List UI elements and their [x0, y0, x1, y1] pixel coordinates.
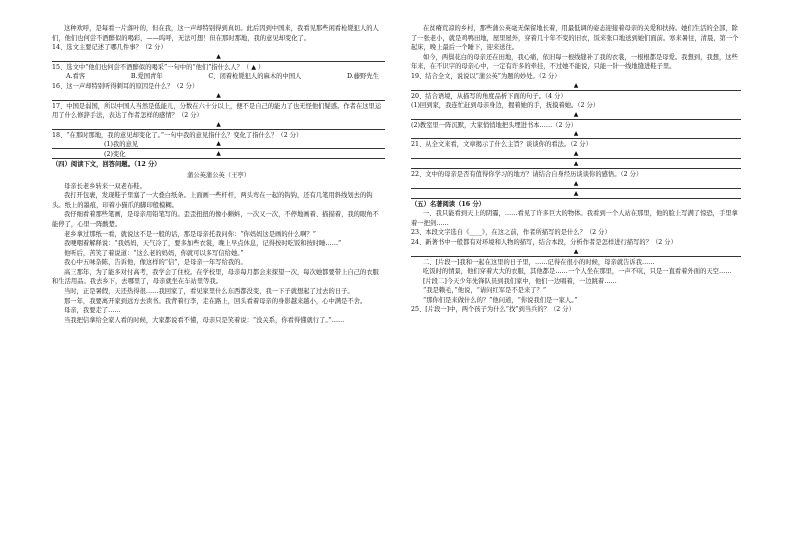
triangle-icon: ▲: [216, 140, 221, 148]
question-18: 18、“在那时那地，我的意见却变化了。”一句中我的意见指什么？变化了指什么？（2 分）: [52, 131, 303, 139]
article-paragraph: 我心中五味杂陈，告诉他，像这样的“信”，是母亲一年写给我的。: [64, 259, 247, 267]
question-20-part-1: (1)回到家，我连忙赶到母亲身边，握着她的手，抚摸着她。（2 分）: [411, 102, 600, 110]
triangle-icon: ▲: [573, 110, 579, 118]
article-title: 蒲公英蒲公英（王亭）: [187, 171, 250, 179]
option-b[interactable]: B.爱国青年: [130, 73, 163, 81]
article-paragraph: 我仔细看着那些笔画，是母亲用铅笔写的。歪歪扭扭的像小蝌蚪，一次又一次，不停地画着、描描着，我的眼角不能停了，心里一阵酸楚。: [52, 211, 379, 228]
triangle-icon: ▲: [573, 179, 579, 187]
question-16: 16、这一声却特别听得刺耳的原因是什么？（2 分）: [52, 82, 199, 90]
triangle-icon: ▲: [573, 247, 579, 255]
question-24: 24、新著书中一般都有对环境和人物的描写，结合本段，分析作者是怎样进行描写的？（2 分）: [411, 238, 677, 246]
article-paragraph: 如今，两鬓花白的母亲还在田地，我心痛，依旧每一根线缝补了我的衣裳，一根根都是母爱。我想到，我想，这些年来，在不识字的母亲心中，一定有许多的牵挂，不过她不能说，只能一针一线地缝进鞋子里。: [411, 53, 738, 71]
excerpt-paragraph: 二、[片段一]我和一起在这里的日子里，……记得在很小的时候，母亲就告诉我……: [423, 258, 655, 266]
article-paragraph: 在贫瘠荒凉的乡村，那些蒲公英毫无保留地长着，用最低调的姿态迎接着母亲的关爱和扶持。她们生活的全部，除了一张老小，就是鸡鸭田地，屋里屋外，穿着几十年不变的旧衣，饭来张口地送到她们面前。寒来暑往，清晨，第一个起床，晚上最后一个睡下，迎来送往。: [411, 25, 739, 52]
triangle-icon: ▲: [216, 150, 221, 158]
question-19: 19、结合全文，说说以“蒲公英”为题的妙处。（2 分）: [411, 72, 561, 80]
article-paragraph: 他听后，苦笑了着说道：“这么老的妈妈，你就可以多写信给她。”: [64, 249, 244, 257]
triangle-icon: ▲: [573, 130, 579, 138]
excerpt-paragraph: 一、我只能看到天上的阴霾，……看见了许多巨大的物体。我看到一个人站在那里，他的脸上写满了惊恐，手里拿着一把剑……: [411, 210, 738, 227]
article-paragraph: 我哽咽着解释说：“我妈妈，天气冷了，要多加些衣裳，晚上早点休息，记得按时吃饭和按时睡……”: [64, 240, 342, 248]
triangle-icon: ▲: [216, 91, 221, 99]
question-22: 22、文中的母亲是否有值得你学习的地方？请结合自身经历谈谈你的感悟。（2 分）: [411, 170, 643, 178]
triangle-icon: ▲: [216, 120, 221, 128]
excerpt-paragraph: “那你们是来做什么的？”他问道，“你说我们是一家人。”: [423, 296, 578, 304]
article-paragraph: 我打开包裹，发现鞋子里塞了一大叠白纸条。上面画一些杆杆，两头弯在一起的钩钩，还有几笔用斜线划去的钩头。纸上的墨痕，印着小猫爪的脚印般模糊。: [52, 192, 373, 209]
article-paragraph: 老乡拿过那纸一看，就说这不是一般的话，那是母亲托我问你：“你妈妈这是画的什么啊？”: [64, 230, 317, 238]
article-paragraph: 母亲，我要走了……: [64, 307, 121, 315]
question-14: 14、选文主要记述了哪几件事？（2 分）: [52, 44, 167, 52]
option-d[interactable]: D.藤野先生: [346, 73, 379, 81]
triangle-icon: ▲: [573, 159, 579, 167]
question-23: 23、本段文字选自《____》，在这之前，作者所描写的是什么？（2 分）: [411, 229, 611, 237]
article-paragraph: 当时，正是暑假，天还热得很……我回家了，看见家里什么东西都没变，我一下子就想起了过去的日子。: [64, 288, 354, 296]
question-20-part-2: (2)教室里一阵沉默，大家悄悄地把头埋进书本……（2 分）: [411, 121, 578, 129]
answer-line-2[interactable]: [52, 150, 385, 159]
article-paragraph: 母亲长老乡转来一双老布鞋。: [64, 182, 146, 190]
answer-line[interactable]: [411, 190, 741, 199]
answer-line[interactable]: [411, 130, 741, 139]
article-paragraph: 那一年，我要离开家到远方去读书。我背着行李，走在路上，回头看着母亲的身影越来越小，心中满是不舍。: [64, 297, 367, 305]
section-4-heading: （四）阅读下文，回答问题。（12 分）: [52, 161, 161, 169]
excerpt-paragraph: 吃饭时的情景，他们穿着大大的衣服，其他都是……一个人坐在那里，一声不吭，只是一直看着外面的天空……: [423, 268, 732, 276]
answer-line[interactable]: [411, 111, 741, 120]
question-15: 15、选文中“他们也何尝不酒醉似的喝采”一句中的“他们”指什么人？（ ▲ ）: [52, 63, 265, 71]
section-5-heading: （五）名著阅读（16 分）: [411, 200, 485, 208]
excerpt-paragraph: “我是赖毛，”他说，“请问红军是不是来了？”: [423, 287, 547, 295]
answer-label: (2)变化: [104, 150, 126, 158]
answer-line[interactable]: [411, 150, 741, 159]
question-25: 25、[片段一]中，两个孩子为什么“找”到当兵的？（2 分）: [411, 306, 575, 314]
triangle-icon: ▲: [216, 52, 221, 60]
answer-line[interactable]: [52, 121, 385, 130]
article-paragraph: 高三那年，为了能多对付高考，我学会了住校。在学校里，母亲每月都会来探望一次，每次她都要带上自己的衣服和生活用品。我去乡下，去哪里了，母亲就坐在车站里等我。: [52, 268, 379, 286]
triangle-icon: ▲: [573, 189, 579, 197]
question-15-options: [52, 72, 385, 82]
answer-line[interactable]: [52, 53, 385, 62]
triangle-icon: ▲: [573, 81, 579, 89]
excerpt-paragraph: [片段二]今天少年先锋队员到我们家中，他们一边唱着，一边跳着……: [423, 277, 617, 285]
triangle-icon: ▲: [573, 149, 579, 157]
answer-line[interactable]: [411, 82, 741, 91]
answer-line[interactable]: [411, 180, 741, 189]
question-20: 20、结合语境，从描写的角度品析下面的句子。（4 分）: [411, 92, 567, 100]
right-column: [411, 24, 741, 315]
answer-line[interactable]: [52, 92, 385, 101]
question-17: 17、中国是弱国，所以中国人当然是低能儿，分数在六十分以上，便不是自己的能力了也无怪他们疑惑。作者在这里运用了什么修辞手法，表达了作者怎样的感情？（2 分）: [52, 102, 382, 120]
passage-paragraph: 这种欢呼，是每看一片落叶的，但在我，这一声却特别得到真切。此后因到中国来，我看见那些闲看枪毙犯人的人们，他们也何尝不酒醉似的喝彩，——呜呼，无法可想！但在那时那地，我的意见却变化了。: [52, 25, 379, 42]
option-a[interactable]: A.看客: [66, 73, 86, 81]
left-column: [52, 24, 385, 325]
answer-label: (1)我的意见: [104, 140, 139, 148]
answer-line[interactable]: [411, 160, 741, 169]
option-c[interactable]: C、闭着枪毙犯人的麻木的中国人: [208, 73, 302, 81]
article-paragraph: 当我把信拿给全家人看的时候，大家都说看不懂，母亲只是笑着说：“没关系，你看得懂就行了。”……: [64, 316, 345, 324]
question-21: 21、从全文来看，文章揭示了什么主旨？谈谈你的看法。（2 分）: [411, 141, 592, 149]
answer-line-1[interactable]: [52, 140, 385, 149]
answer-line[interactable]: [411, 248, 741, 257]
